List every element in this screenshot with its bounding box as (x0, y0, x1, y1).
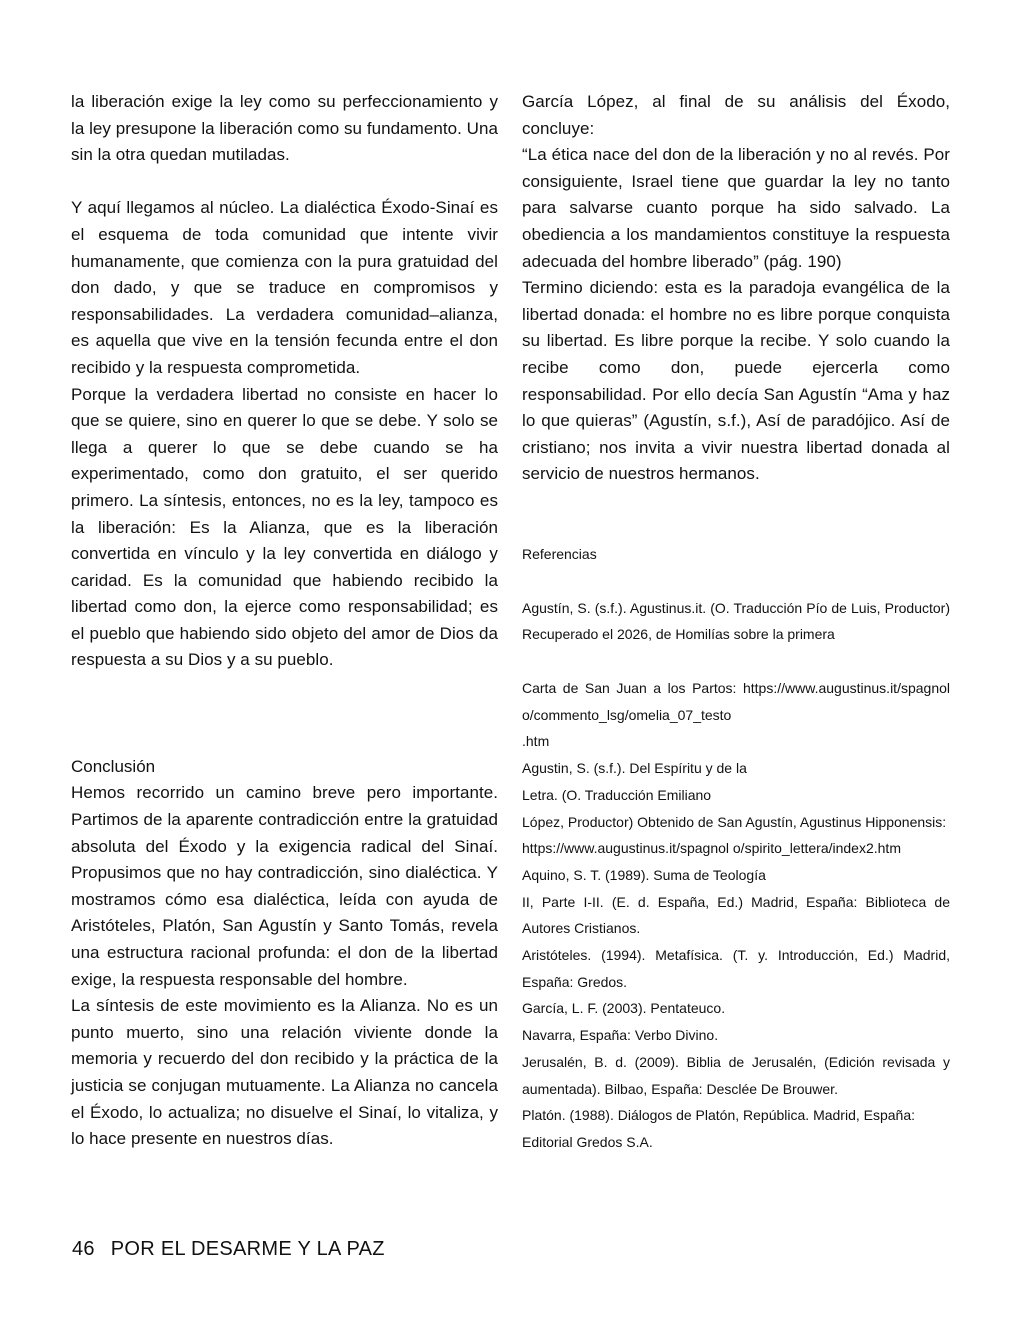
reference-entry: García, L. F. (2003). Pentateuco. (522, 1000, 726, 1017)
reference-entry: Agustín, S. (s.f.). Agustinus.it. (O. Traducción Pío de Luis, Productor) Recuperado el 2026, de Homilías sobre la primera (522, 599, 950, 643)
body-paragraph: la liberación exige la ley como su perfeccionamiento y la ley presupone la liberación como su fundamento. Una sin la otra quedan mutiladas. (71, 92, 499, 165)
reference-entry: Navarra, España: Verbo Divino. (522, 1027, 719, 1044)
references-title: Referencias (522, 545, 597, 562)
body-paragraph: García López, al final de su análisis del Éxodo, concluye: (522, 92, 950, 138)
reference-entry: .htm (522, 733, 550, 750)
body-paragraph: Y aquí llegamos al núcleo. La dialéctica Éxodo-Sinaí es el esquema de toda comunidad que intente vivir humanamente, que comienza con la pura gratuidad del don dado, y que se traduce en compromisos y responsabilidades. La verdadera comunidad–alianza, es aquella que vive en la tensión fecunda entre el don recibido y la respuesta comprometida. (71, 198, 498, 377)
body-paragraph: Hemos recorrido un camino breve pero importante. Partimos de la aparente contradicción entre la gratuidad absoluta del Éxodo y la exigencia radical del Sinaí. Propusimos que no hay contradicción, sino dialéctica. Y mostramos cómo esa dialéctica, leída con ayuda de Aristóteles, Platón, San Agustín y Santo Tomás, revela una estructura racional profunda: el don de la libertad exige, la respuesta responsable del hombre. (71, 783, 498, 989)
page-footer (72, 1237, 385, 1261)
page-number: 46 (72, 1238, 95, 1260)
reference-entry: Carta de San Juan a los Partos: https://www.augustinus.it/spagnol o/commento_lsg/omelia_07_testo (522, 680, 950, 723)
right-column (522, 89, 950, 1156)
reference-entry: II, Parte I-II. (E. d. España, Ed.) Madrid, España: Biblioteca de Autores Cristianos. (522, 893, 950, 937)
reference-entry: Aquino, S. T. (1989). Suma de Teología (522, 866, 766, 883)
publication-title: POR EL DESARME Y LA PAZ (110, 1238, 385, 1260)
body-paragraph: Termino diciendo: esta es la paradoja evangélica de la libertad donada: el hombre no es libre porque conquista su libertad. Es libre porque la recibe. Y solo cuando la recibe como don, puede ejercerla como responsabilidad. Por ello decía San Agustín “Ama y haz lo que quieras” (Agustín, s.f.), Así de paradójico. Así de cristiano; nos invita a vivir nuestra libertad donada al servicio de nuestros hermanos. (522, 278, 950, 484)
body-paragraph: Porque la verdadera libertad no consiste en hacer lo que se quiere, sino en querer lo que se debe. Y solo se llega a querer lo que se debe cuando se ha experimentado, como don gratuito, el ser querido primero. La síntesis, entonces, no es la ley, tampoco es la liberación: Es la Alianza, que es la liberación convertida en vínculo y la ley convertida en diálogo y caridad. Es la comunidad que habiendo recibido la libertad como don, la ejerce como responsabilidad; es el pueblo que habiendo sido objeto del amor de Dios da respuesta a su Dios y a su pueblo. (71, 384, 498, 670)
body-paragraph: La síntesis de este movimiento es la Alianza. No es un punto muerto, sino una relación viviente donde la memoria y recuerdo del don recibido y la práctica de la justicia se conjugan mutuamente. La Alianza no cancela el Éxodo, lo actualiza; no disuelve el Sinaí, lo vitaliza, y lo hace presente en nuestros días. (71, 996, 498, 1149)
reference-entry: Letra. (O. Traducción Emiliano (522, 786, 712, 803)
quote-paragraph: “La ética nace del don de la liberación y no al revés. Por consiguiente, Israel tiene que guardar la ley no tanto para salvarse cuanto porque ha sido salvado. La obediencia a los mandamientos constituye la respuesta adecuada del hombre liberado” (pág. 190) (522, 145, 950, 271)
reference-entry: https://www.augustinus.it/spagnol o/spirito_lettera/index2.htm (522, 840, 901, 857)
reference-entry: López, Productor) Obtenido de San Agustín, Agustinus Hipponensis: (522, 813, 947, 830)
left-column (71, 89, 498, 1153)
reference-entry: Jerusalén, B. d. (2009). Biblia de Jerusalén, (Edición revisada y aumentada). Bilbao, España: Desclée De Brouwer. (522, 1053, 950, 1097)
reference-entry: Editorial Gredos S.A. (522, 1133, 653, 1150)
reference-entry: Platón. (1988). Diálogos de Platón, República. Madrid, España: (522, 1107, 916, 1124)
reference-entry: Aristóteles. (1994). Metafísica. (T. y. Introducción, Ed.) Madrid, España: Gredos. (522, 947, 950, 990)
reference-entry: Agustin, S. (s.f.). Del Espíritu y de la (522, 760, 747, 777)
conclusion-heading: Conclusión (71, 756, 156, 776)
